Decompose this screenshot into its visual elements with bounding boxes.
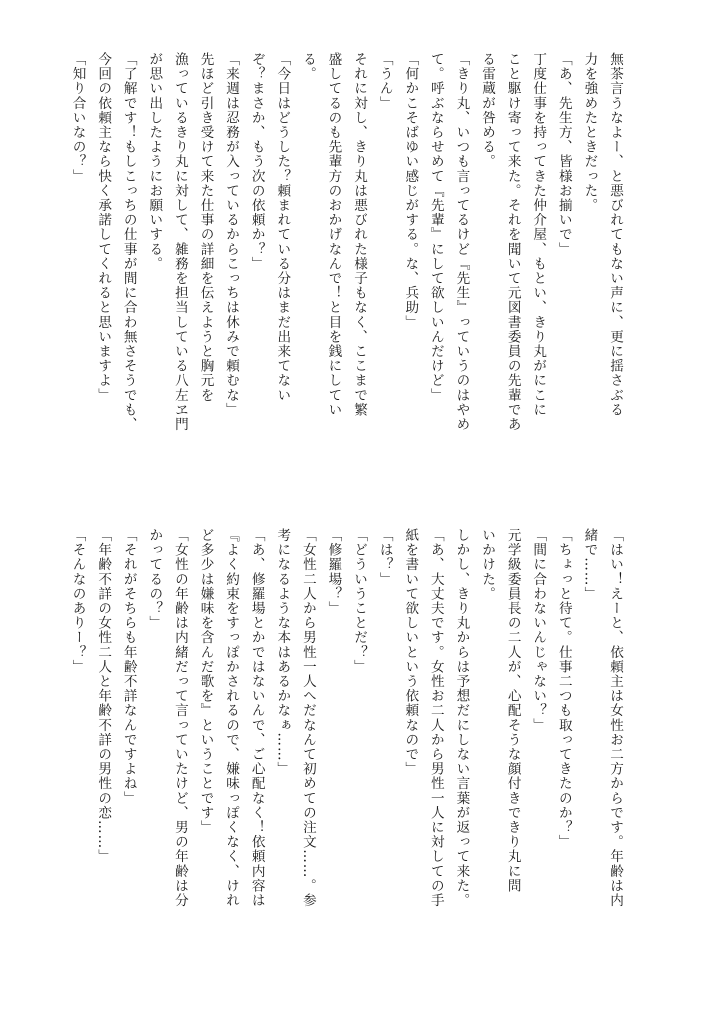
- text-line: 「はい！えーと、依頼主は女性お二方からです。年齢は内: [607, 528, 623, 908]
- text-line: 「知り合いなの？」: [69, 52, 86, 184]
- lower-text-block: [69, 528, 627, 960]
- text-line: 漁っているきり丸に対して、雑務を担当している八左ヱ門: [171, 52, 188, 432]
- text-line: 「女性二人から男性一人へだなんて初めての注文……。参: [299, 528, 316, 908]
- text-line: 「今日はどうした？頼まれている分はまだ出来てない: [274, 52, 291, 403]
- text-line: 無茶言うなよー、と悪びれてもない声に、更に揺さぶる: [607, 52, 623, 417]
- text-line: 「うん」: [376, 52, 393, 111]
- text-line: が思い出したようにお願いする。: [146, 52, 163, 271]
- text-line: 「了解です！もしこっちの仕事が間に合わ無さそうでも、: [120, 52, 137, 432]
- text-line: ぞ？まさか、もう次の依頼か？」: [248, 52, 265, 271]
- text-line: 「修羅場？」: [325, 528, 342, 616]
- text-line: 緒で……」: [581, 528, 598, 601]
- text-line: 丁度仕事を持ってきた仲介屋、もとい、きり丸がにこに: [530, 52, 547, 417]
- text-line: 「来週は忍務が入っているからこっちは休みで頼むな」: [223, 52, 240, 417]
- text-line: それに対し、きり丸は悪びれた様子もなく、ここまで繁: [351, 52, 368, 417]
- text-line: かってるの？」: [146, 528, 163, 631]
- text-line: 今回の依頼主なら快く承諾してくれると思いますよ」: [95, 52, 112, 403]
- text-line: 元学級委員長の二人が、心配そうな顔付きできり丸に問: [504, 528, 521, 893]
- text-line: る雷蔵が咎める。: [479, 52, 496, 169]
- text-line: 『よく約束をすっぽかされるので、嫌味っぽくなく、けれ: [223, 528, 240, 908]
- text-line: しかし、きり丸からは予想だにしない言葉が返って来た。: [453, 528, 470, 908]
- text-line: 考になるような本はあるかなぁ……」: [274, 528, 291, 777]
- text-line: 「そんなのありー？」: [69, 528, 86, 674]
- text-line: 「は？」: [376, 528, 393, 587]
- text-line: 「年齢不詳の女性二人と年齢不詳の男性の恋……」: [95, 528, 112, 864]
- upper-text-block: [69, 52, 627, 484]
- text-line: 「女性の年齢は内緒だって言っていたけど、男の年齢は分: [171, 528, 188, 908]
- text-line: 「どういうことだ？」: [351, 528, 368, 674]
- text-line: る。: [299, 52, 316, 82]
- text-line: ど多少は嫌味を含んだ歌を』ということです」: [197, 528, 214, 835]
- text-line: 盛してるのも先輩方のおかげなんで！と目を銭にしてい: [325, 52, 342, 417]
- text-line: 「あ、修羅場とかではないんで、ご心配なく！依頼内容は: [248, 528, 265, 908]
- text-line: 先ほど引き受けて来た仕事の詳細を伝えようと胸元を: [197, 52, 214, 403]
- text-line: 「あ、先生方、皆様お揃いで」: [555, 52, 572, 257]
- text-line: 「間に合わないんじゃない？」: [530, 528, 547, 733]
- text-line: こと駆け寄って来た。それを聞いて元図書委員の先輩であ: [504, 52, 521, 432]
- text-line: 「何かこそばゆい感じがする。な、兵助」: [402, 52, 419, 330]
- text-line: 力を強めたときだった。: [581, 52, 598, 213]
- text-line: 「あ、大丈夫です。女性お二人から男性一人に対しての手: [427, 528, 444, 908]
- text-line: 「ちょっと待て。仕事二つも取ってきたのか？」: [555, 528, 572, 850]
- text-line: て。呼ぶならせめて『先輩』にして欲しいんだけど」: [427, 52, 444, 403]
- text-line: 「きり丸、いつも言ってるけど『先生』っていうのはやめ: [453, 52, 470, 432]
- text-line: 紙を書いて欲しいという依頼なので」: [402, 528, 419, 777]
- text-line: 「それがそちらも年齢不詳なんですよね」: [120, 528, 137, 806]
- text-line: いかけた。: [479, 528, 496, 601]
